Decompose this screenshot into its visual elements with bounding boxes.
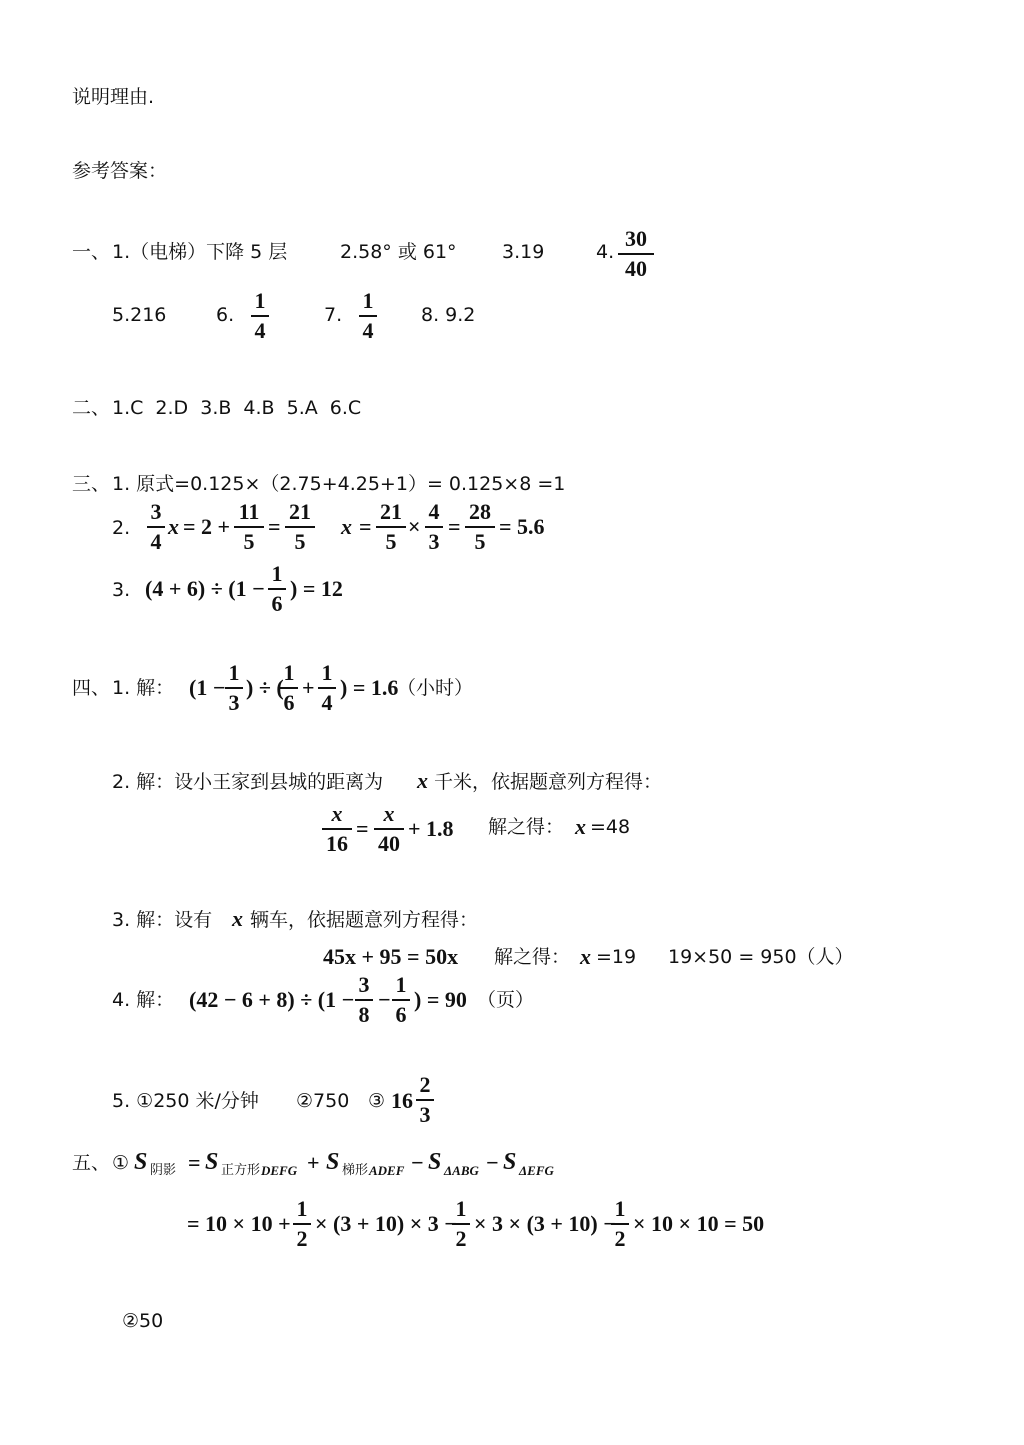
denominator: 16 — [326, 831, 348, 856]
s4-q3-text-a: 3. 解：设有 — [112, 909, 213, 931]
denominator: 5 — [474, 529, 486, 554]
numerator: 30 — [625, 226, 647, 251]
section-2-label: 二、 — [72, 397, 111, 419]
numerator: 1 — [228, 660, 240, 685]
s5-l2-frac2 — [450, 1198, 472, 1250]
s3-q2-frac5 — [423, 501, 445, 553]
s4-q2-sol-var: x — [575, 814, 586, 839]
s4-q1-frac2 — [278, 662, 300, 714]
s5-eq: = — [188, 1150, 201, 1175]
s4-q2-rest: + 1.8 — [408, 816, 454, 841]
numerator: 1 — [455, 1196, 467, 1221]
numerator: 1 — [254, 288, 266, 313]
section-3-label: 三、 — [72, 473, 111, 495]
denominator: 3 — [428, 529, 440, 554]
s4-q5-c: ③ — [368, 1090, 386, 1112]
s4-q1-unit: （小时） — [397, 677, 474, 699]
s4-q3-equation: 45x + 95 = 50x — [323, 944, 459, 969]
numerator: 11 — [238, 499, 260, 524]
s4-q3-sol-val: =19 — [596, 946, 637, 968]
s3-q2-t5: = — [359, 514, 372, 539]
denominator: 6 — [283, 690, 295, 715]
s1-q6: 6. — [216, 304, 235, 326]
s3-q2-var2: x — [341, 514, 352, 539]
s3-q3-label: 3. — [112, 579, 131, 601]
s5-sub2i: DEFG — [261, 1163, 298, 1178]
s5-l2-c: × 3 × (3 + 10) − — [474, 1211, 616, 1236]
s3-q1: 1. 原式=0.125×（2.75+4.25+1）= 0.125×8 =1 — [112, 473, 566, 495]
s4-q4-unit: （页） — [477, 989, 535, 1011]
denominator: 4 — [150, 529, 162, 554]
s4-q5-frac — [414, 1074, 436, 1126]
s3-q2-frac2 — [232, 501, 266, 553]
numerator: 28 — [469, 499, 491, 524]
s4-q2-text-a: 2. 解：设小王家到县城的距离为 — [112, 771, 384, 793]
denominator: 6 — [395, 1002, 407, 1027]
numerator: 1 — [395, 972, 407, 997]
s5-l2-frac1 — [291, 1198, 313, 1250]
s3-q2-var: x — [168, 514, 179, 539]
answer-heading: 参考答案： — [72, 160, 168, 182]
s5-minus2: − — [486, 1150, 499, 1175]
numerator: 21 — [380, 499, 402, 524]
s5-S5: S — [503, 1149, 517, 1175]
s3-q2-frac6 — [463, 501, 497, 553]
s4-q1-b: ) ÷ ( — [246, 675, 284, 700]
s4-q1-frac3 — [316, 662, 338, 714]
s4-q4-frac2 — [390, 974, 412, 1026]
s4-q5-a: 5. ①250 米/分钟 — [112, 1090, 259, 1112]
s5-sub5i: ΔEFG — [519, 1163, 554, 1178]
numerator: 1 — [362, 288, 374, 313]
s1-q5: 5.216 — [112, 304, 167, 326]
section-5-label: 五、 — [72, 1152, 111, 1174]
numerator: 1 — [271, 561, 283, 586]
s4-q3-sol: 解之得： — [494, 946, 571, 968]
s5-plus: + — [307, 1150, 320, 1175]
s5-l2-d: × 10 × 10 = 50 — [633, 1211, 765, 1236]
s5-l2-a: = 10 × 10 + — [187, 1211, 291, 1236]
s3-q3-b: ) = 12 — [290, 576, 343, 601]
s1-q8: 8. 9.2 — [421, 304, 476, 326]
numerator: 1 — [283, 660, 295, 685]
s4-q3-var: x — [232, 906, 243, 931]
s4-q5-b: ②750 — [296, 1090, 350, 1112]
denominator: 2 — [614, 1226, 626, 1251]
s4-q1-label: 1. 解： — [112, 677, 175, 699]
s4-q2-frac2 — [372, 803, 406, 855]
denominator: 4 — [362, 318, 374, 343]
numerator: 1 — [296, 1196, 308, 1221]
section-1-label: 一、 — [72, 241, 111, 263]
s2-answers: 1.C 2.D 3.B 4.B 5.A 6.C — [112, 397, 362, 419]
denominator: 5 — [294, 529, 306, 554]
numerator: x — [383, 801, 395, 826]
s1-q1: 1.（电梯）下降 5 层 — [112, 241, 288, 263]
s4-q3-sol-var: x — [580, 944, 591, 969]
denominator: 4 — [254, 318, 266, 343]
s5-circle-1: ① — [112, 1152, 130, 1174]
s4-q2-frac1 — [320, 803, 354, 855]
s1-q4-fraction — [616, 228, 656, 280]
s5-l3: ②50 — [122, 1310, 164, 1332]
numerator: x — [331, 801, 343, 826]
s3-q2-t8: = 5.6 — [499, 514, 545, 539]
s5-S3: S — [326, 1149, 340, 1175]
numerator: 1 — [614, 1196, 626, 1221]
denominator: 40 — [378, 831, 400, 856]
denominator: 2 — [296, 1226, 308, 1251]
denominator: 8 — [358, 1002, 370, 1027]
s5-sub1: 阴影 — [150, 1163, 177, 1178]
s3-q3-frac — [266, 563, 288, 615]
s4-q3-text-b: 辆车，依据题意列方程得： — [250, 909, 479, 931]
s3-q2-frac1 — [145, 501, 167, 553]
s5-sub4i: ΔABG — [444, 1163, 479, 1178]
s3-q3-a: (4 + 6) ÷ (1 − — [145, 576, 265, 601]
s4-q4-a: (42 − 6 + 8) ÷ (1 − — [189, 987, 355, 1012]
numerator: 3 — [150, 499, 162, 524]
s4-q1-frac1 — [223, 662, 245, 714]
s1-q2: 2.58° 或 61° — [340, 241, 457, 263]
s4-q4-b: − — [378, 987, 391, 1012]
s5-l2-b: × (3 + 10) × 3 − — [315, 1211, 457, 1236]
s3-q2-frac3 — [283, 501, 317, 553]
s4-q2-text-b: 千米，依据题意列方程得： — [434, 771, 663, 793]
s3-q2-t2: = 2 + — [183, 514, 231, 539]
s3-q2-label: 2. — [112, 517, 131, 539]
s1-q6-fraction — [249, 290, 271, 342]
s4-q1-d: ) = 1.6 — [340, 675, 399, 700]
s5-S4: S — [428, 1149, 442, 1175]
s5-sub3: 梯形 — [342, 1163, 369, 1178]
s4-q4-label: 4. 解： — [112, 989, 175, 1011]
s4-q1-c: + — [302, 675, 315, 700]
s4-q5-whole: 16 — [391, 1088, 413, 1113]
s5-sub2: 正方形 — [221, 1163, 261, 1178]
denominator: 3 — [419, 1102, 431, 1127]
denominator: 3 — [228, 690, 240, 715]
numerator: 1 — [321, 660, 333, 685]
s1-q3: 3.19 — [502, 241, 545, 263]
denominator: 2 — [455, 1226, 467, 1251]
intro-text: 说明理由. — [72, 86, 155, 108]
s4-q3-calc: 19×50 = 950（人） — [668, 946, 854, 968]
s5-l2-frac3 — [609, 1198, 631, 1250]
numerator: 3 — [358, 972, 370, 997]
numerator: 21 — [289, 499, 311, 524]
s3-q2-t7: = — [448, 514, 461, 539]
s1-q7-fraction — [357, 290, 379, 342]
denominator: 5 — [243, 529, 255, 554]
s5-sub3i: ADEF — [369, 1163, 405, 1178]
section-4-label: 四、 — [72, 677, 111, 699]
s3-q2-t6: × — [408, 514, 421, 539]
s3-q2-t3: = — [268, 514, 281, 539]
s5-S2: S — [205, 1149, 219, 1175]
denominator: 40 — [625, 256, 647, 281]
s1-q7: 7. — [324, 304, 343, 326]
numerator: 4 — [428, 499, 440, 524]
s4-q4-c: ) = 90 — [414, 987, 467, 1012]
denominator: 6 — [271, 591, 283, 616]
s4-q2-var: x — [417, 768, 428, 793]
s4-q1-a: (1 − — [189, 675, 226, 700]
denominator: 5 — [385, 529, 397, 554]
numerator: 2 — [419, 1072, 431, 1097]
denominator: 4 — [321, 690, 333, 715]
s3-q2-frac4 — [374, 501, 408, 553]
s4-q2-eq-sign: = — [356, 816, 369, 841]
s4-q4-frac1 — [353, 974, 375, 1026]
s1-q4: 4. — [596, 241, 615, 263]
s5-S1: S — [134, 1149, 148, 1175]
s4-q2-sol: 解之得： — [488, 816, 565, 838]
s4-q2-sol-val: =48 — [590, 816, 631, 838]
s5-minus1: − — [411, 1150, 424, 1175]
